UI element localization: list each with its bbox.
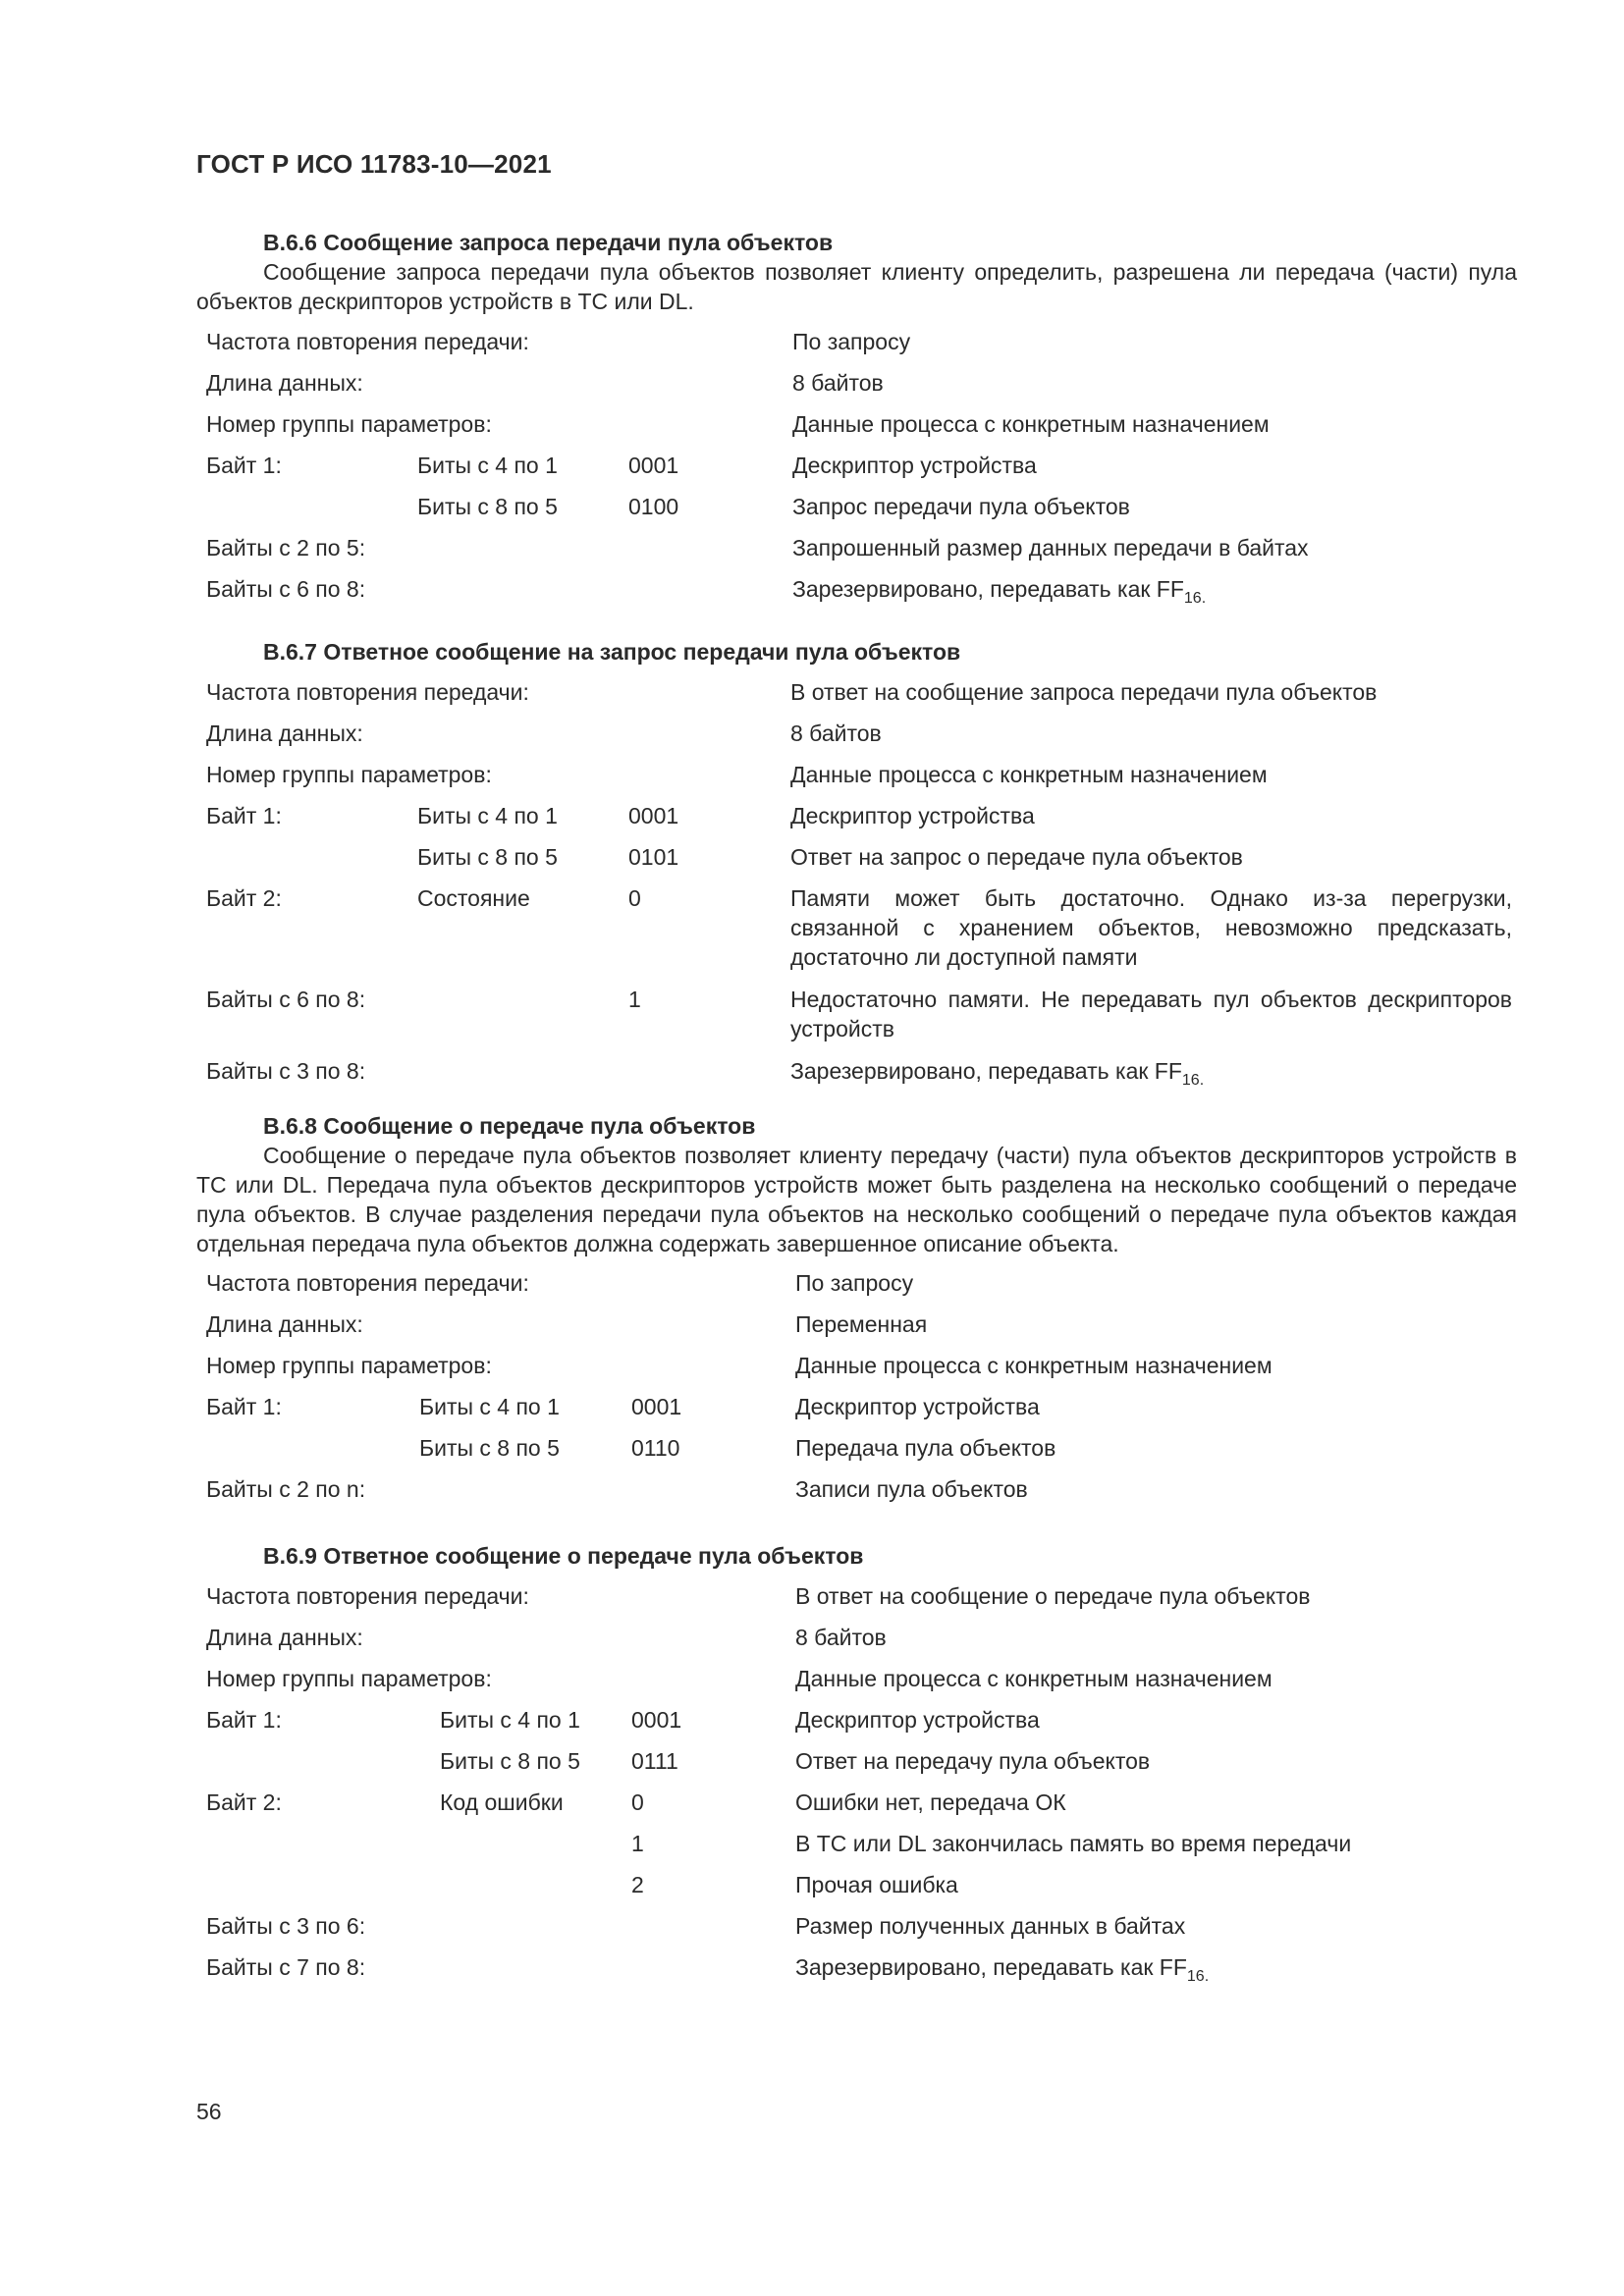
table-row [196,1351,1517,1392]
cell-text: 2 [631,1872,644,1897]
cell-text: Ответ на передачу пула объектов [795,1748,1151,1774]
cell-c1 [206,801,282,830]
cell-c1 [206,1309,363,1339]
cell-c4 [795,1392,1517,1421]
table-row [196,533,1517,574]
cell-text: Байт 1: [206,1707,282,1733]
cell-text: Байт 2: [206,1789,282,1815]
cell-c4 [792,451,1514,480]
cell-c2 [440,1705,580,1735]
cell-c4 [795,1788,1517,1817]
cell-text: Длина данных: [206,1311,363,1337]
section-b67 [196,637,1517,1097]
cell-text: Байты с 3 по 6: [206,1913,366,1939]
cell-text: 0001 [631,1707,682,1733]
cell-text: 0001 [628,803,679,828]
cell-text: Зарезервировано, передавать как FF [795,1954,1187,1980]
cell-c4 [795,1474,1517,1504]
cell-c1 [206,409,492,439]
table-row [196,1623,1517,1664]
cell-c3 [631,1433,679,1463]
cell-text: Длина данных: [206,1625,363,1650]
cell-text: Данные процесса с конкретным назначением [795,1666,1272,1691]
cell-c3 [628,451,678,480]
section-b68 [196,1111,1517,1516]
cell-c1 [206,1911,365,1941]
cell-text: Состояние [417,885,530,911]
cell-c4 [790,985,1512,1043]
cell-text: Данные процесса с конкретным назначением [792,411,1270,437]
cell-text: Размер полученных данных в байтах [795,1913,1186,1939]
cell-text: 0 [628,885,641,911]
cell-text: Ответ на запрос о передаче пула объектов [790,844,1243,870]
cell-text: 8 байтов [790,721,882,746]
cell-text: Запрошенный размер данных передачи в байтах [792,535,1309,561]
cell-c1 [206,677,529,707]
cell-text: Дескриптор устройства [795,1394,1040,1419]
table-row [196,574,1517,615]
cell-text: Переменная [795,1311,928,1337]
section-b66 [196,228,1517,615]
cell-c4 [795,1746,1517,1776]
table-row [196,1474,1517,1516]
cell-text: Байты с 3 по 8: [206,1058,366,1084]
cell-c4 [795,1623,1517,1652]
cell-text: 1 [628,987,641,1012]
cell-text: Дескриптор устройства [790,803,1035,828]
table-row [196,719,1517,760]
cell-c4 [790,842,1512,872]
table-row [196,842,1517,883]
table-row [196,1705,1517,1746]
table-row [196,985,1517,1056]
cell-text: Памяти может быть достаточно. Однако из-за перегрузки, связанной с хранением объектов, невозможно предсказать, достаточно ли доступной памяти [790,885,1512,970]
table-row [196,1870,1517,1911]
cell-text: Байты с 6 по 8: [206,987,366,1012]
param-table [196,677,1517,1097]
cell-c1 [206,1351,492,1380]
cell-c4 [792,368,1514,398]
subscript: 16. [1183,590,1207,607]
cell-text: 8 байтов [795,1625,887,1650]
cell-text: Записи пула объектов [795,1476,1028,1502]
table-row [196,1952,1517,1994]
document-header: ГОСТ Р ИСО 11783-10—2021 [196,149,552,179]
cell-text: Частота повторения передачи: [206,1583,529,1609]
table-row [196,1581,1517,1623]
cell-c2 [419,1392,560,1421]
cell-c1 [206,1952,365,1982]
cell-c1 [206,451,282,480]
cell-text: В TC или DL закончилась память во время передачи [795,1831,1352,1856]
cell-c1 [206,985,365,1014]
cell-text: Номер группы параметров: [206,1666,492,1691]
cell-c1 [206,1788,282,1817]
cell-c1 [206,1056,365,1086]
page-number: 56 [196,2099,222,2124]
table-row [196,368,1517,409]
subscript: 16. [1181,1072,1205,1089]
cell-text: 0111 [631,1748,678,1774]
cell-text: Номер группы параметров: [206,762,492,787]
table-row [196,1664,1517,1705]
cell-c3 [631,1870,644,1899]
cell-c1 [206,1392,282,1421]
table-row [196,1056,1517,1097]
cell-text: Байт 1: [206,1394,282,1419]
cell-text: Частота повторения передачи: [206,679,529,705]
table-row [196,801,1517,842]
param-table [196,1581,1517,1994]
cell-c3 [631,1705,681,1735]
table-row [196,1829,1517,1870]
cell-c3 [628,985,641,1014]
cell-text: 8 байтов [792,370,884,396]
cell-c3 [628,883,641,913]
table-row [196,327,1517,368]
cell-c1 [206,1581,529,1611]
cell-c4 [795,1829,1517,1858]
cell-text: Длина данных: [206,370,363,396]
table-row [196,760,1517,801]
cell-c4 [792,574,1514,607]
table-row [196,1309,1517,1351]
cell-text: Биты с 8 по 5 [417,844,558,870]
cell-text: Запрос передачи пула объектов [792,494,1130,519]
cell-c3 [631,1788,644,1817]
cell-c4 [790,719,1512,748]
cell-c1 [206,533,365,562]
cell-c2 [417,801,558,830]
table-row [196,677,1517,719]
table-row [196,451,1517,492]
cell-c1 [206,719,363,748]
cell-c2 [440,1788,564,1817]
cell-text: Биты с 4 по 1 [417,803,558,828]
cell-c2 [417,883,530,913]
cell-text: В ответ на сообщение о передаче пула объектов [795,1583,1311,1609]
cell-c4 [795,1870,1517,1899]
cell-text: Код ошибки [440,1789,564,1815]
cell-text: По запросу [792,329,911,354]
cell-c1 [206,1474,365,1504]
cell-c4 [792,533,1514,562]
cell-c4 [795,1911,1517,1941]
table-row [196,1788,1517,1829]
cell-text: Биты с 8 по 5 [417,494,558,519]
table-row [196,492,1517,533]
section-title: B.6.8 Сообщение о передаче пула объектов [263,1113,756,1139]
table-row [196,1268,1517,1309]
cell-c4 [795,1581,1517,1611]
cell-c4 [795,1705,1517,1735]
cell-c1 [206,1705,282,1735]
cell-text: 0 [631,1789,644,1815]
cell-text: Байты с 2 по 5: [206,535,366,561]
cell-c4 [795,1952,1517,1985]
cell-c1 [206,1623,363,1652]
cell-text: Байты с 6 по 8: [206,576,366,602]
cell-c3 [628,492,678,521]
section-b69 [196,1541,1517,1994]
section-title: B.6.7 Ответное сообщение на запрос передачи пула объектов [263,639,961,665]
cell-c3 [628,842,678,872]
cell-c3 [631,1746,678,1776]
cell-text: Прочая ошибка [795,1872,958,1897]
cell-text: Данные процесса с конкретным назначением [795,1353,1272,1378]
cell-c4 [795,1309,1517,1339]
table-row [196,409,1517,451]
cell-c4 [790,677,1512,707]
cell-text: По запросу [795,1270,914,1296]
param-table [196,327,1517,615]
cell-text: Зарезервировано, передавать как FF [792,576,1184,602]
cell-c1 [206,760,492,789]
cell-c1 [206,327,529,356]
cell-c4 [792,409,1514,439]
table-row [196,883,1517,985]
table-row [196,1433,1517,1474]
cell-c4 [792,327,1514,356]
subscript: 16. [1186,1968,1210,1985]
cell-c3 [628,801,678,830]
cell-c1 [206,1268,529,1298]
cell-text: 0001 [631,1394,682,1419]
cell-c2 [417,451,558,480]
cell-text: 0110 [631,1435,680,1461]
cell-c4 [795,1664,1517,1693]
cell-text: 0100 [628,494,679,519]
cell-c1 [206,368,363,398]
param-table [196,1268,1517,1516]
cell-text: Биты с 4 по 1 [440,1707,580,1733]
cell-text: Частота повторения передачи: [206,329,529,354]
cell-c2 [440,1746,580,1776]
cell-c4 [795,1351,1517,1380]
cell-text: Биты с 8 по 5 [440,1748,580,1774]
cell-c2 [417,842,558,872]
cell-c2 [417,492,558,521]
cell-text: Дескриптор устройства [795,1707,1040,1733]
cell-text: Байт 1: [206,803,282,828]
section-paragraph: Сообщение запроса передачи пула объектов позволяет клиенту определить, разрешена ли передача (части) пула объектов дескрипторов устройств в TC или DL. [196,259,1517,314]
cell-text: Байты с 7 по 8: [206,1954,366,1980]
cell-text: Байт 2: [206,885,282,911]
cell-c4 [790,760,1512,789]
cell-text: Номер группы параметров: [206,1353,492,1378]
cell-c1 [206,1664,492,1693]
cell-text: Дескриптор устройства [792,453,1037,478]
cell-text: Байт 1: [206,453,282,478]
cell-c4 [790,883,1512,972]
cell-text: Данные процесса с конкретным назначением [790,762,1268,787]
section-title: B.6.6 Сообщение запроса передачи пула объектов [263,230,834,255]
table-row [196,1911,1517,1952]
cell-text: Длина данных: [206,721,363,746]
cell-c2 [419,1433,560,1463]
cell-text: Биты с 4 по 1 [419,1394,560,1419]
table-row [196,1746,1517,1788]
cell-c4 [795,1433,1517,1463]
cell-text: Недостаточно памяти. Не передавать пул объектов дескрипторов устройств [790,987,1512,1041]
cell-text: В ответ на сообщение запроса передачи пула объектов [790,679,1378,705]
cell-text: Байты с 2 по n: [206,1476,366,1502]
cell-text: Биты с 8 по 5 [419,1435,560,1461]
cell-text: Передача пула объектов [795,1435,1056,1461]
cell-c4 [792,492,1514,521]
cell-c4 [795,1268,1517,1298]
cell-text: Биты с 4 по 1 [417,453,558,478]
table-row [196,1392,1517,1433]
cell-c3 [631,1392,681,1421]
cell-text: 1 [631,1831,644,1856]
cell-text: 0101 [628,844,679,870]
section-paragraph: Сообщение о передаче пула объектов позволяет клиенту передачу (части) пула объектов дескрипторов устройств в TC или DL. Передача пула объектов дескрипторов устройств может быть разделена на несколько сообщений о передаче пула объектов. В случае разделения передачи пула объектов на несколько сообщений о передаче пула объектов каждая отдельная передача пула объектов должна содержать завершенное описание объекта. [196,1143,1517,1256]
cell-c1 [206,883,282,913]
cell-text: Номер группы параметров: [206,411,492,437]
cell-c4 [790,1056,1512,1089]
cell-text: 0001 [628,453,679,478]
section-title: B.6.9 Ответное сообщение о передаче пула объектов [263,1543,864,1569]
cell-text: Частота повторения передачи: [206,1270,529,1296]
cell-c1 [206,574,365,604]
cell-c4 [790,801,1512,830]
cell-text: Ошибки нет, передача ОК [795,1789,1066,1815]
cell-text: Зарезервировано, передавать как FF [790,1058,1182,1084]
cell-c3 [631,1829,644,1858]
